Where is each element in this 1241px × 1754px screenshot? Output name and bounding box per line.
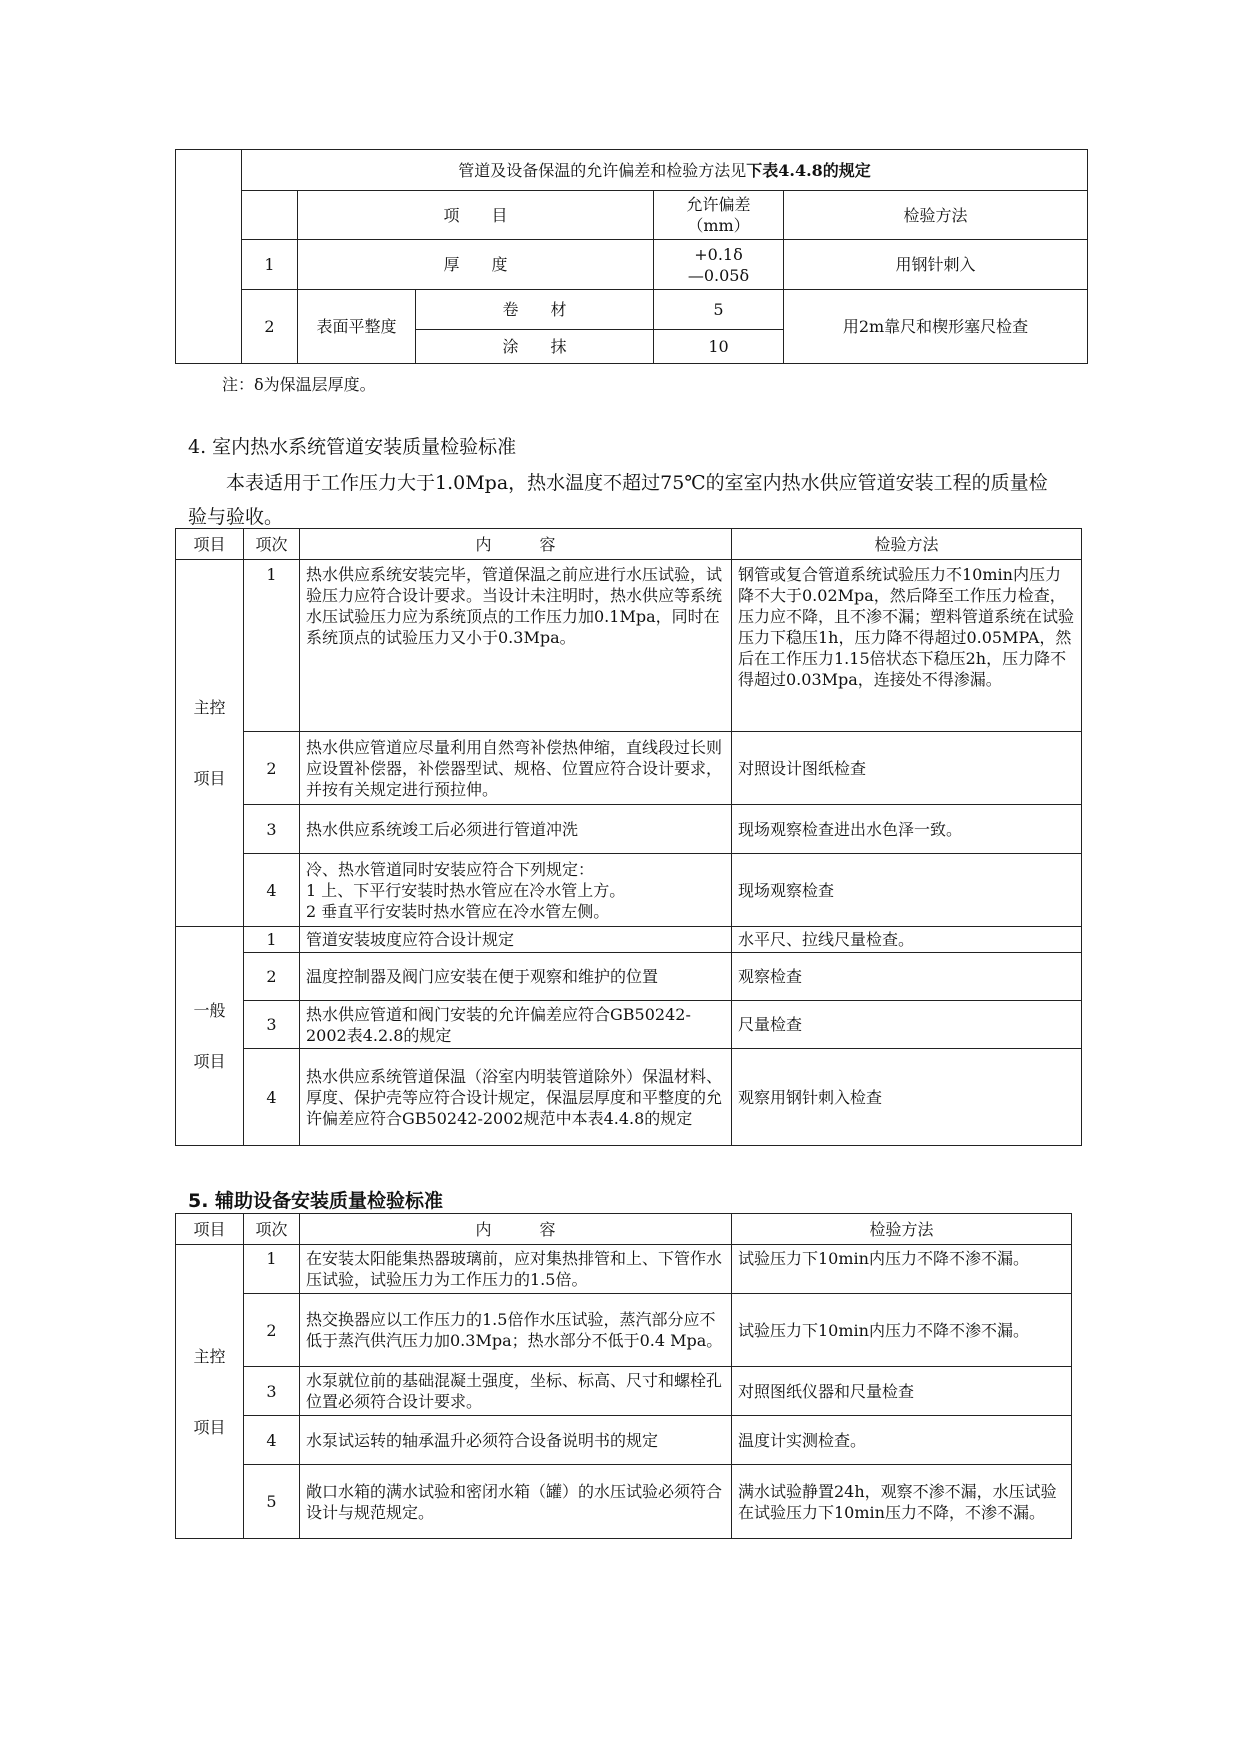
blank-left-cell	[176, 150, 242, 364]
row-content: 热水供应管道和阀门安装的允许偏差应符合GB50242-2002表4.2.8的规定	[300, 1001, 732, 1049]
row-no: 1	[244, 1245, 300, 1294]
row-content: 敞口水箱的满水试验和密闭水箱（罐）的水压试验必须符合设计与规范规定。	[300, 1465, 732, 1539]
row-no: 2	[244, 732, 300, 805]
row-content: 在安装太阳能集热器玻璃前，应对集热排管和上、下管作水压试验，试验压力为工作压力的1.5倍。	[300, 1245, 732, 1294]
row-method: 尺量检查	[732, 1001, 1082, 1049]
row-content: 水泵试运转的轴承温升必须符合设备说明书的规定	[300, 1416, 732, 1465]
row-method: 对照设计图纸检查	[732, 732, 1082, 805]
row-no: 5	[244, 1465, 300, 1539]
section5-heading: 5. 辅助设备安装质量检验标准	[188, 1190, 444, 1212]
row-no: 2	[244, 1294, 300, 1367]
header-content: 内 容	[300, 1214, 732, 1245]
row-no: 1	[244, 927, 300, 953]
blank-no-header	[242, 191, 298, 240]
row-tolerance: 10	[654, 330, 784, 364]
row-method: 用钢针刺入	[784, 240, 1088, 290]
row-method: 现场观察检查进出水色泽一致。	[732, 805, 1082, 854]
group-general: 一般 项目	[176, 927, 244, 1146]
section4-paragraph: 本表适用于工作压力大于1.0Mpa，热水温度不超过75℃的室室内热水供应管道安装工程的质量检验与验收。	[188, 472, 1048, 528]
header-method: 检验方法	[732, 1214, 1072, 1245]
header-item: 项目	[176, 1214, 244, 1245]
row-subitem: 卷 材	[416, 290, 654, 330]
insulation-tolerance-table	[175, 149, 1088, 364]
header-no: 项次	[244, 529, 300, 560]
row-method: 观察用钢针刺入检查	[732, 1049, 1082, 1146]
row-method: 现场观察检查	[732, 854, 1082, 927]
header-item: 项 目	[298, 191, 654, 240]
row-content: 热水供应系统安装完毕，管道保温之前应进行水压试验，试验压力应符合设计要求。当设计未注明时，热水供应等系统水压试验压力应为系统顶点的工作压力加0.1Mpa，同时在系统顶点的试验压力又小于0.3Mpa。	[300, 560, 732, 732]
row-item: 表面平整度	[298, 290, 416, 364]
row-no: 1	[242, 240, 298, 290]
header-method: 检验方法	[784, 191, 1088, 240]
row-content: 热水供应系统竣工后必须进行管道冲洗	[300, 805, 732, 854]
row-method: 对照图纸仪器和尺量检查	[732, 1367, 1072, 1416]
row-method: 满水试验静置24h，观察不渗不漏，水压试验在试验压力下10min压力不降，不渗不漏。	[732, 1465, 1072, 1539]
row-no: 4	[244, 1416, 300, 1465]
table1-caption: 管道及设备保温的允许偏差和检验方法见下表4.4.8的规定	[242, 150, 1088, 191]
row-content: 热水供应管道应尽量利用自然弯补偿热伸缩，直线段过长则应设置补偿器，补偿器型试、规格、位置应符合设计要求，并按有关规定进行预拉伸。	[300, 732, 732, 805]
group-main-control: 主控 项目	[176, 560, 244, 927]
row-no: 1	[244, 560, 300, 732]
row-content: 冷、热水管道同时安装应符合下列规定： 1 上、下平行安装时热水管应在冷水管上方。 2 垂直平行安装时热水管应在冷水管左侧。	[300, 854, 732, 927]
row-no: 2	[244, 953, 300, 1001]
row-no: 3	[244, 1367, 300, 1416]
row-tolerance: +0.1δ —0.05δ	[654, 240, 784, 290]
section4-heading: 4. 室内热水系统管道安装质量检验标准	[188, 436, 517, 458]
row-method: 水平尺、拉线尺量检查。	[732, 927, 1082, 953]
row-subitem: 涂 抹	[416, 330, 654, 364]
row-content: 热水供应系统管道保温（浴室内明装管道除外）保温材料、厚度、保护壳等应符合设计规定，保温层厚度和平整度的允许偏差应符合GB50242-2002规范中本表4.4.8的规定	[300, 1049, 732, 1146]
row-content: 管道安装坡度应符合设计规定	[300, 927, 732, 953]
row-no: 4	[244, 1049, 300, 1146]
row-method: 温度计实测检查。	[732, 1416, 1072, 1465]
row-method: 钢管或复合管道系统试验压力不10min内压力降不大于0.02Mpa，然后降至工作压力检查，压力应不降，且不渗不漏；塑料管道系统在试验压力下稳压1h，压力降不得超过0.05MPA，然后在工作压力1.15倍状态下稳压2h，压力降不得超过0.03Mpa，连接处不得渗漏。	[732, 560, 1082, 732]
row-no: 2	[242, 290, 298, 364]
row-content: 热交换器应以工作压力的1.5倍作水压试验，蒸汽部分应不低于蒸汽供汽压力加0.3Mpa；热水部分不低于0.4 Mpa。	[300, 1294, 732, 1367]
row-no: 3	[244, 1001, 300, 1049]
row-no: 4	[244, 854, 300, 927]
header-content: 内 容	[300, 529, 732, 560]
header-item: 项目	[176, 529, 244, 560]
table1-note: 注：δ为保温层厚度。	[222, 375, 376, 394]
row-no: 3	[244, 805, 300, 854]
row-item: 厚 度	[298, 240, 654, 290]
header-tolerance: 允许偏差 （mm）	[654, 191, 784, 240]
group-main-control: 主控 项目	[176, 1245, 244, 1539]
header-method: 检验方法	[732, 529, 1082, 560]
auxiliary-equipment-table	[175, 1213, 1072, 1539]
row-method: 试验压力下10min内压力不降不渗不漏。	[732, 1245, 1072, 1294]
row-method: 用2m靠尺和楔形塞尺检查	[784, 290, 1088, 364]
row-content: 温度控制器及阀门应安装在便于观察和维护的位置	[300, 953, 732, 1001]
row-content: 水泵就位前的基础混凝土强度，坐标、标高、尺寸和螺栓孔位置必须符合设计要求。	[300, 1367, 732, 1416]
header-no: 项次	[244, 1214, 300, 1245]
hot-water-inspection-table	[175, 528, 1082, 1146]
row-tolerance: 5	[654, 290, 784, 330]
row-method: 观察检查	[732, 953, 1082, 1001]
row-method: 试验压力下10min内压力不降不渗不漏。	[732, 1294, 1072, 1367]
